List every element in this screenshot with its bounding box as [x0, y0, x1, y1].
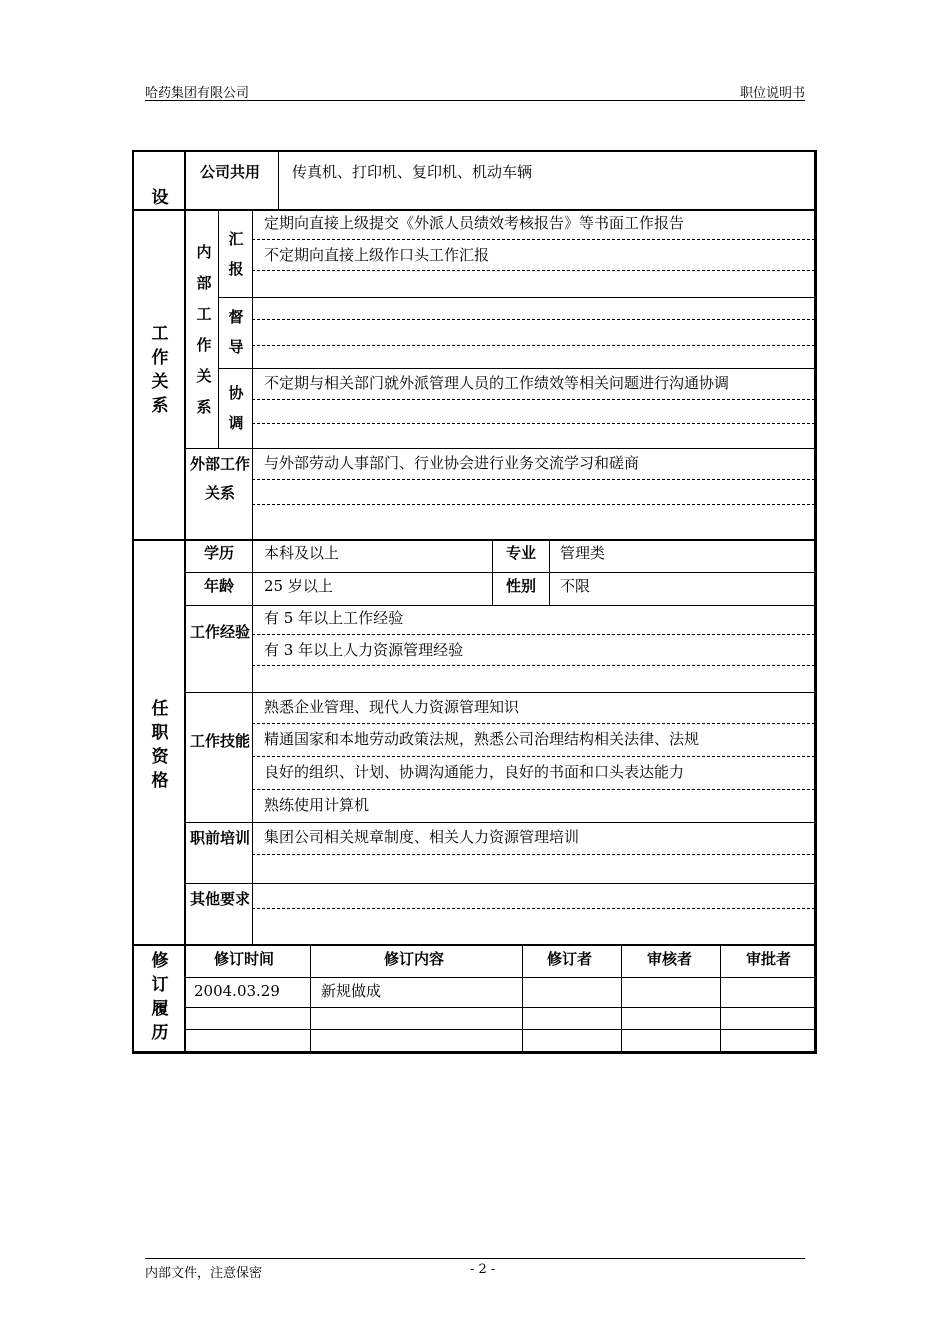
equipment-section-char: 设: [151, 188, 169, 208]
skills-label: 工作技能: [190, 732, 251, 750]
external-relations-label: 外部工作关系: [190, 455, 251, 502]
training-line-1: 集团公司相关规章制度、相关人力资源管理培训: [264, 828, 580, 846]
training-label: 职前培训: [190, 829, 251, 847]
header-doc-type: 职位说明书: [739, 86, 805, 101]
other-label: 其他要求: [190, 890, 251, 908]
major-value: 管理类: [560, 544, 606, 562]
revision-section-title: 修订履历: [151, 951, 169, 1043]
skills-line-1: 熟悉企业管理、现代人力资源管理知识: [264, 698, 520, 716]
major-label: 专业: [506, 544, 537, 562]
skills-line-4: 熟练使用计算机: [264, 796, 370, 814]
supervise-label: 督导: [228, 308, 244, 356]
coordinate-label: 协调: [228, 384, 244, 432]
revision-col-approver: 审批者: [746, 950, 792, 968]
experience-label: 工作经验: [190, 623, 251, 641]
experience-line-1: 有 5 年以上工作经验: [264, 609, 404, 627]
skills-line-2: 精通国家和本地劳动政策法规，熟悉公司治理结构相关法律、法规: [264, 730, 700, 748]
age-value: 25 岁以上: [264, 577, 333, 595]
coordinate-line-1: 不定期与相关部门就外派管理人员的工作绩效等相关问题进行沟通协调: [264, 374, 730, 392]
experience-line-2: 有 3 年以上人力资源管理经验: [264, 641, 464, 659]
equipment-value: 传真机、打印机、复印机、机动车辆: [292, 163, 533, 181]
footer-page-number: - 2 -: [470, 1262, 496, 1277]
revision-col-reviser: 修订者: [547, 950, 593, 968]
qualifications-section-title: 任职资格: [151, 699, 169, 791]
revision-col-content: 修订内容: [384, 950, 445, 968]
revision-col-reviewer: 审核者: [647, 950, 693, 968]
report-line-2: 不定期向直接上级作口头工作汇报: [264, 246, 490, 264]
footer-confidential: 内部文件，注意保密: [145, 1266, 263, 1281]
footer-divider: [145, 1258, 805, 1259]
equipment-label: 公司共用: [200, 163, 261, 181]
revision-row-1-time: 2004.03.29: [194, 982, 280, 1000]
skills-line-3: 良好的组织、计划、协调沟通能力，良好的书面和口头表达能力: [264, 763, 685, 781]
equipment-bottom: [134, 209, 815, 211]
education-value: 本科及以上: [264, 544, 340, 562]
relations-section-title: 工作关系: [151, 324, 169, 416]
gender-label: 性别: [506, 577, 537, 595]
external-line-1: 与外部劳动人事部门、行业协会进行业务交流学习和磋商: [264, 454, 640, 472]
revision-row-1-content: 新规做成: [321, 982, 382, 1000]
revision-col-time: 修订时间: [214, 950, 275, 968]
report-label: 汇报: [228, 230, 244, 278]
internal-relations-label: 内部工作关系: [196, 243, 212, 416]
header-divider: [145, 100, 805, 101]
report-line-1: 定期向直接上级提交《外派人员绩效考核报告》等书面工作报告: [264, 214, 685, 232]
job-description-table: [132, 150, 817, 1054]
gender-value: 不限: [560, 577, 591, 595]
section-divider: [184, 152, 186, 1054]
header-company: 哈药集团有限公司: [145, 86, 250, 101]
education-label: 学历: [204, 544, 235, 562]
age-label: 年龄: [204, 577, 235, 595]
